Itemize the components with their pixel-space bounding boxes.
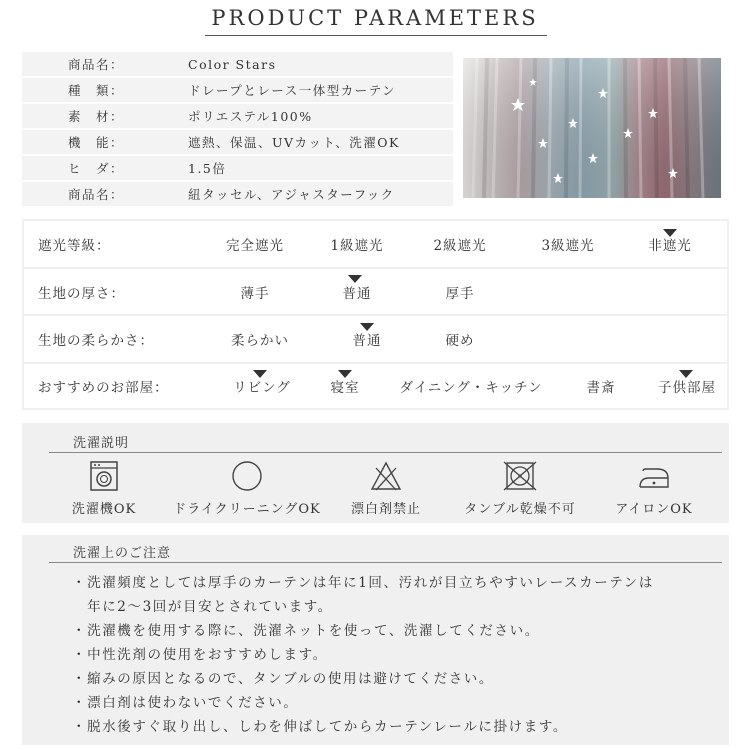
spec-row-rooms <box>24 364 727 408</box>
spec-option: 1級遮光 <box>330 238 384 254</box>
washing-machine-icon <box>87 459 121 493</box>
param-value: 遮熱、保温、UVカット、洗濯OK <box>188 135 400 150</box>
wash-label: 漂白剤禁止 <box>350 502 422 517</box>
page-title: PRODUCT PARAMETERS <box>211 6 539 30</box>
notes-heading: 洗濯上のご注意 <box>73 546 172 561</box>
param-value: ドレープとレース一体型カーテン <box>188 83 397 98</box>
wash-label: タンブル乾燥不可 <box>464 502 576 517</box>
spec-option: 薄手 <box>240 285 270 302</box>
spec-option: 子供部屋 <box>658 380 716 396</box>
spec-option: 普通 <box>352 333 382 349</box>
no-bleach-icon <box>369 459 403 493</box>
spec-option: 書斎 <box>586 380 616 396</box>
param-key: 商品名： <box>68 57 125 72</box>
selected-marker-icon <box>679 370 693 378</box>
selected-marker-icon <box>360 323 374 331</box>
param-value: 紐タッセル、アジャスターフック <box>188 187 395 202</box>
note-line: ・洗濯頻度としては厚手のカーテンは年に1回、汚れが目立ちやすいレースカーテンは <box>72 575 654 591</box>
note-line: 年に2～3回が目安とされています。 <box>72 599 333 615</box>
spec-panel <box>22 219 729 410</box>
param-value: 1.5倍 <box>188 161 227 176</box>
wash-label: 洗濯機OK <box>71 502 137 517</box>
spec-row-shading <box>24 221 727 267</box>
param-row <box>22 182 453 206</box>
spec-option: 完全遮光 <box>226 238 284 254</box>
spec-option: ダイニング・キッチン <box>399 380 543 396</box>
note-line: ・脱水後すぐ取り出し、しわを伸ばしてからカーテンレールに掛けます。 <box>72 719 568 735</box>
washing-instructions-panel <box>22 423 729 523</box>
title-underline <box>205 35 547 36</box>
param-row <box>22 130 453 154</box>
washing-notes-panel <box>22 535 729 745</box>
spec-option: 硬め <box>445 333 475 349</box>
spec-label: 生地の厚さ： <box>38 285 125 302</box>
params-table <box>22 52 453 208</box>
note-line: ・漂白剤は使わないでください。 <box>72 695 299 711</box>
param-row <box>22 52 453 76</box>
wash-label: アイロンOK <box>615 502 693 517</box>
spec-option: 3級遮光 <box>541 238 595 254</box>
note-line: ・洗濯機を使用する際に、洗濯ネットを使って、洗濯してください。 <box>72 623 540 639</box>
selected-marker-icon <box>338 370 352 378</box>
param-row <box>22 156 453 180</box>
product-photo <box>463 58 721 198</box>
spec-row-softness <box>24 316 727 362</box>
param-value: Color Stars <box>188 56 277 72</box>
selected-marker-icon <box>663 229 677 237</box>
spec-option: 寝室 <box>330 380 360 396</box>
no-tumble-dry-icon <box>503 459 537 493</box>
iron-icon <box>637 459 671 493</box>
param-key: 素 材： <box>68 109 125 124</box>
spec-label: おすすめのお部屋： <box>38 380 169 396</box>
wash-divider <box>49 452 722 453</box>
note-line: ・縮みの原因となるので、タンブルの使用は避けてください。 <box>72 671 494 687</box>
param-key: ヒ ダ： <box>68 161 125 176</box>
dry-cleaning-icon <box>230 459 264 493</box>
curtain-with-stars-photo <box>463 58 721 198</box>
selected-marker-icon <box>348 275 362 283</box>
param-row <box>22 78 453 102</box>
param-value: ポリエステル100% <box>188 109 313 124</box>
spec-option: 非遮光 <box>648 238 692 254</box>
spec-label: 生地の柔らかさ： <box>38 333 154 349</box>
wash-label: ドライクリーニングOK <box>173 502 321 517</box>
spec-option: 2級遮光 <box>433 238 487 254</box>
param-key: 種 類： <box>68 83 125 98</box>
spec-option: リビング <box>233 380 291 396</box>
spec-option: 普通 <box>342 285 372 302</box>
spec-row-thickness <box>24 269 727 314</box>
note-line: ・中性洗剤の使用をおすすめします。 <box>72 647 328 663</box>
wash-heading: 洗濯説明 <box>73 436 130 451</box>
param-key: 商品名： <box>68 187 125 202</box>
selected-marker-icon <box>253 370 267 378</box>
notes-divider <box>49 562 722 563</box>
param-key: 機 能： <box>68 135 125 150</box>
spec-option: 柔らかい <box>231 333 289 349</box>
param-row <box>22 104 453 128</box>
spec-label: 遮光等級： <box>38 238 111 254</box>
spec-option: 厚手 <box>445 285 475 302</box>
